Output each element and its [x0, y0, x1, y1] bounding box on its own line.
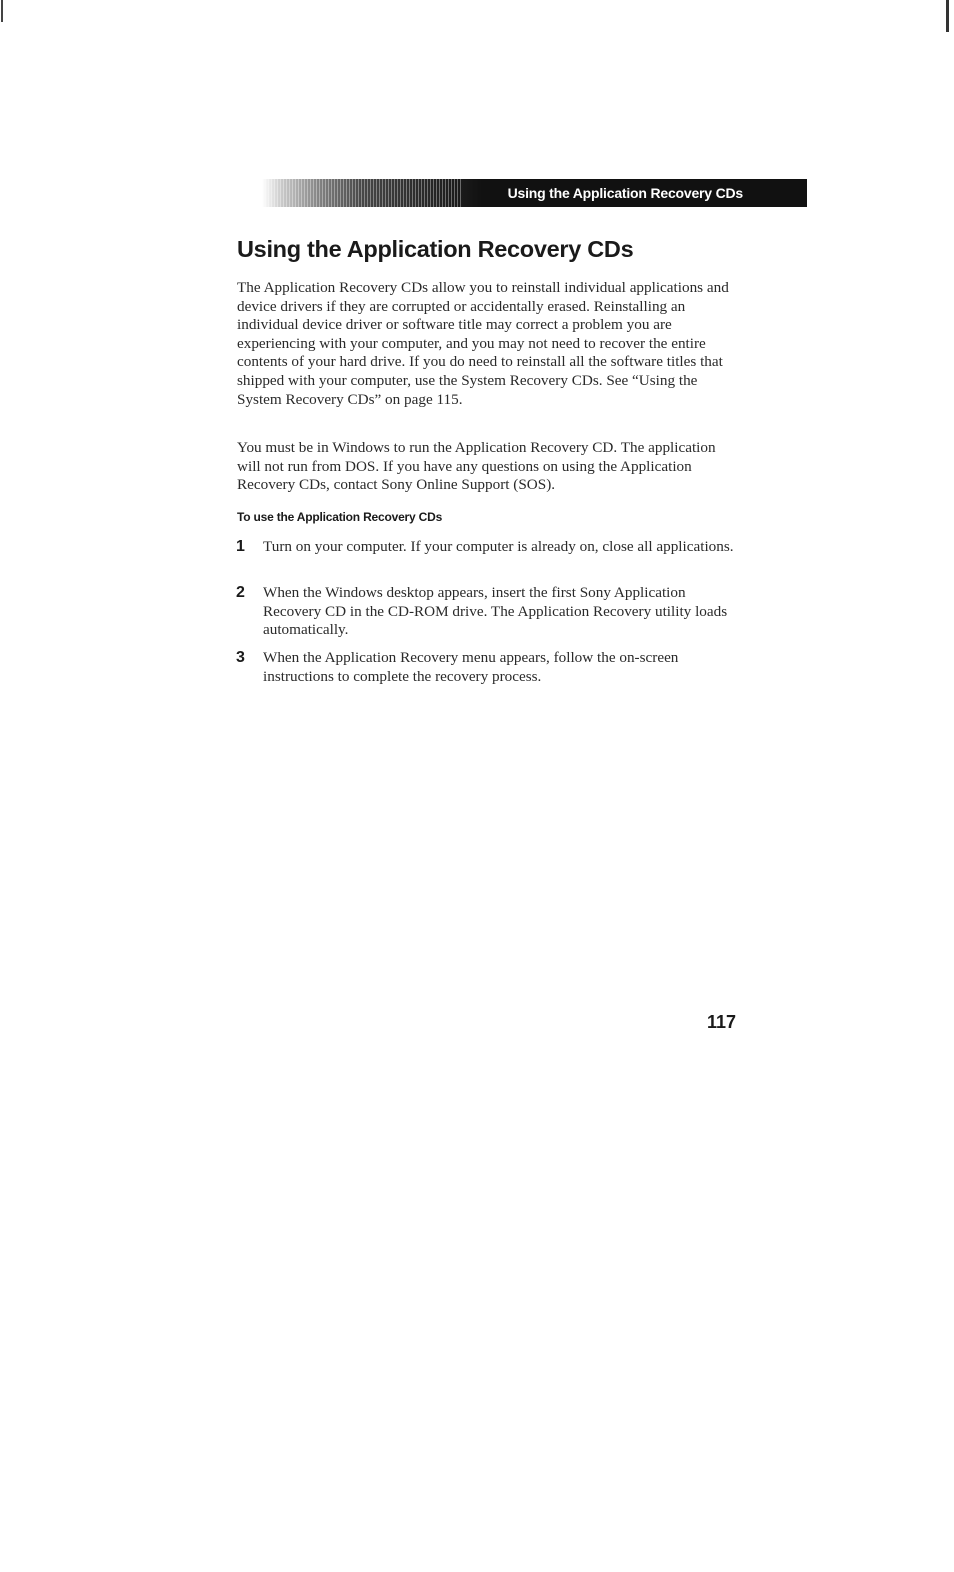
scan-edge-mark-right	[946, 0, 949, 32]
step-text: When the Windows desktop appears, insert the first Sony Application Recovery CD in the CD-ROM drive. The Application Recovery utility loads automatically.	[263, 584, 728, 639]
scan-edge-mark-left	[1, 0, 3, 22]
page-title: Using the Application Recovery CDs	[237, 236, 634, 262]
procedure-heading: To use the Application Recovery CDs	[237, 510, 443, 524]
windows-requirement-paragraph: You must be in Windows to run the Application Recovery CD. The application will not run from DOS. If you have any questions on using the Application Recovery CDs, contact Sony Online Support (SOS).	[237, 439, 716, 494]
step-text: When the Application Recovery menu appears, follow the on-screen instructions to complete the recovery process.	[263, 649, 679, 685]
step-number: 2	[236, 584, 245, 601]
running-header-band	[262, 179, 807, 207]
step-number: 3	[236, 649, 245, 666]
running-header-title: Using the Application Recovery CDs	[507, 185, 743, 201]
page-number: 117	[707, 1012, 737, 1032]
step-number: 1	[236, 538, 245, 555]
step-text: Turn on your computer. If your computer is already on, close all applications.	[263, 538, 734, 555]
intro-paragraph: The Application Recovery CDs allow you to reinstall individual applications and device drivers if they are corrupted or accidentally erased. Reinstalling an individual device driver or software title may correct a problem you are experiencing with your computer, and you may not need to recover the entire contents of your hard drive. If you do need to reinstall all the software titles that shipped with your computer, use the System Recovery CDs. See “Using the System Recovery CDs” on page 115.	[237, 279, 729, 408]
